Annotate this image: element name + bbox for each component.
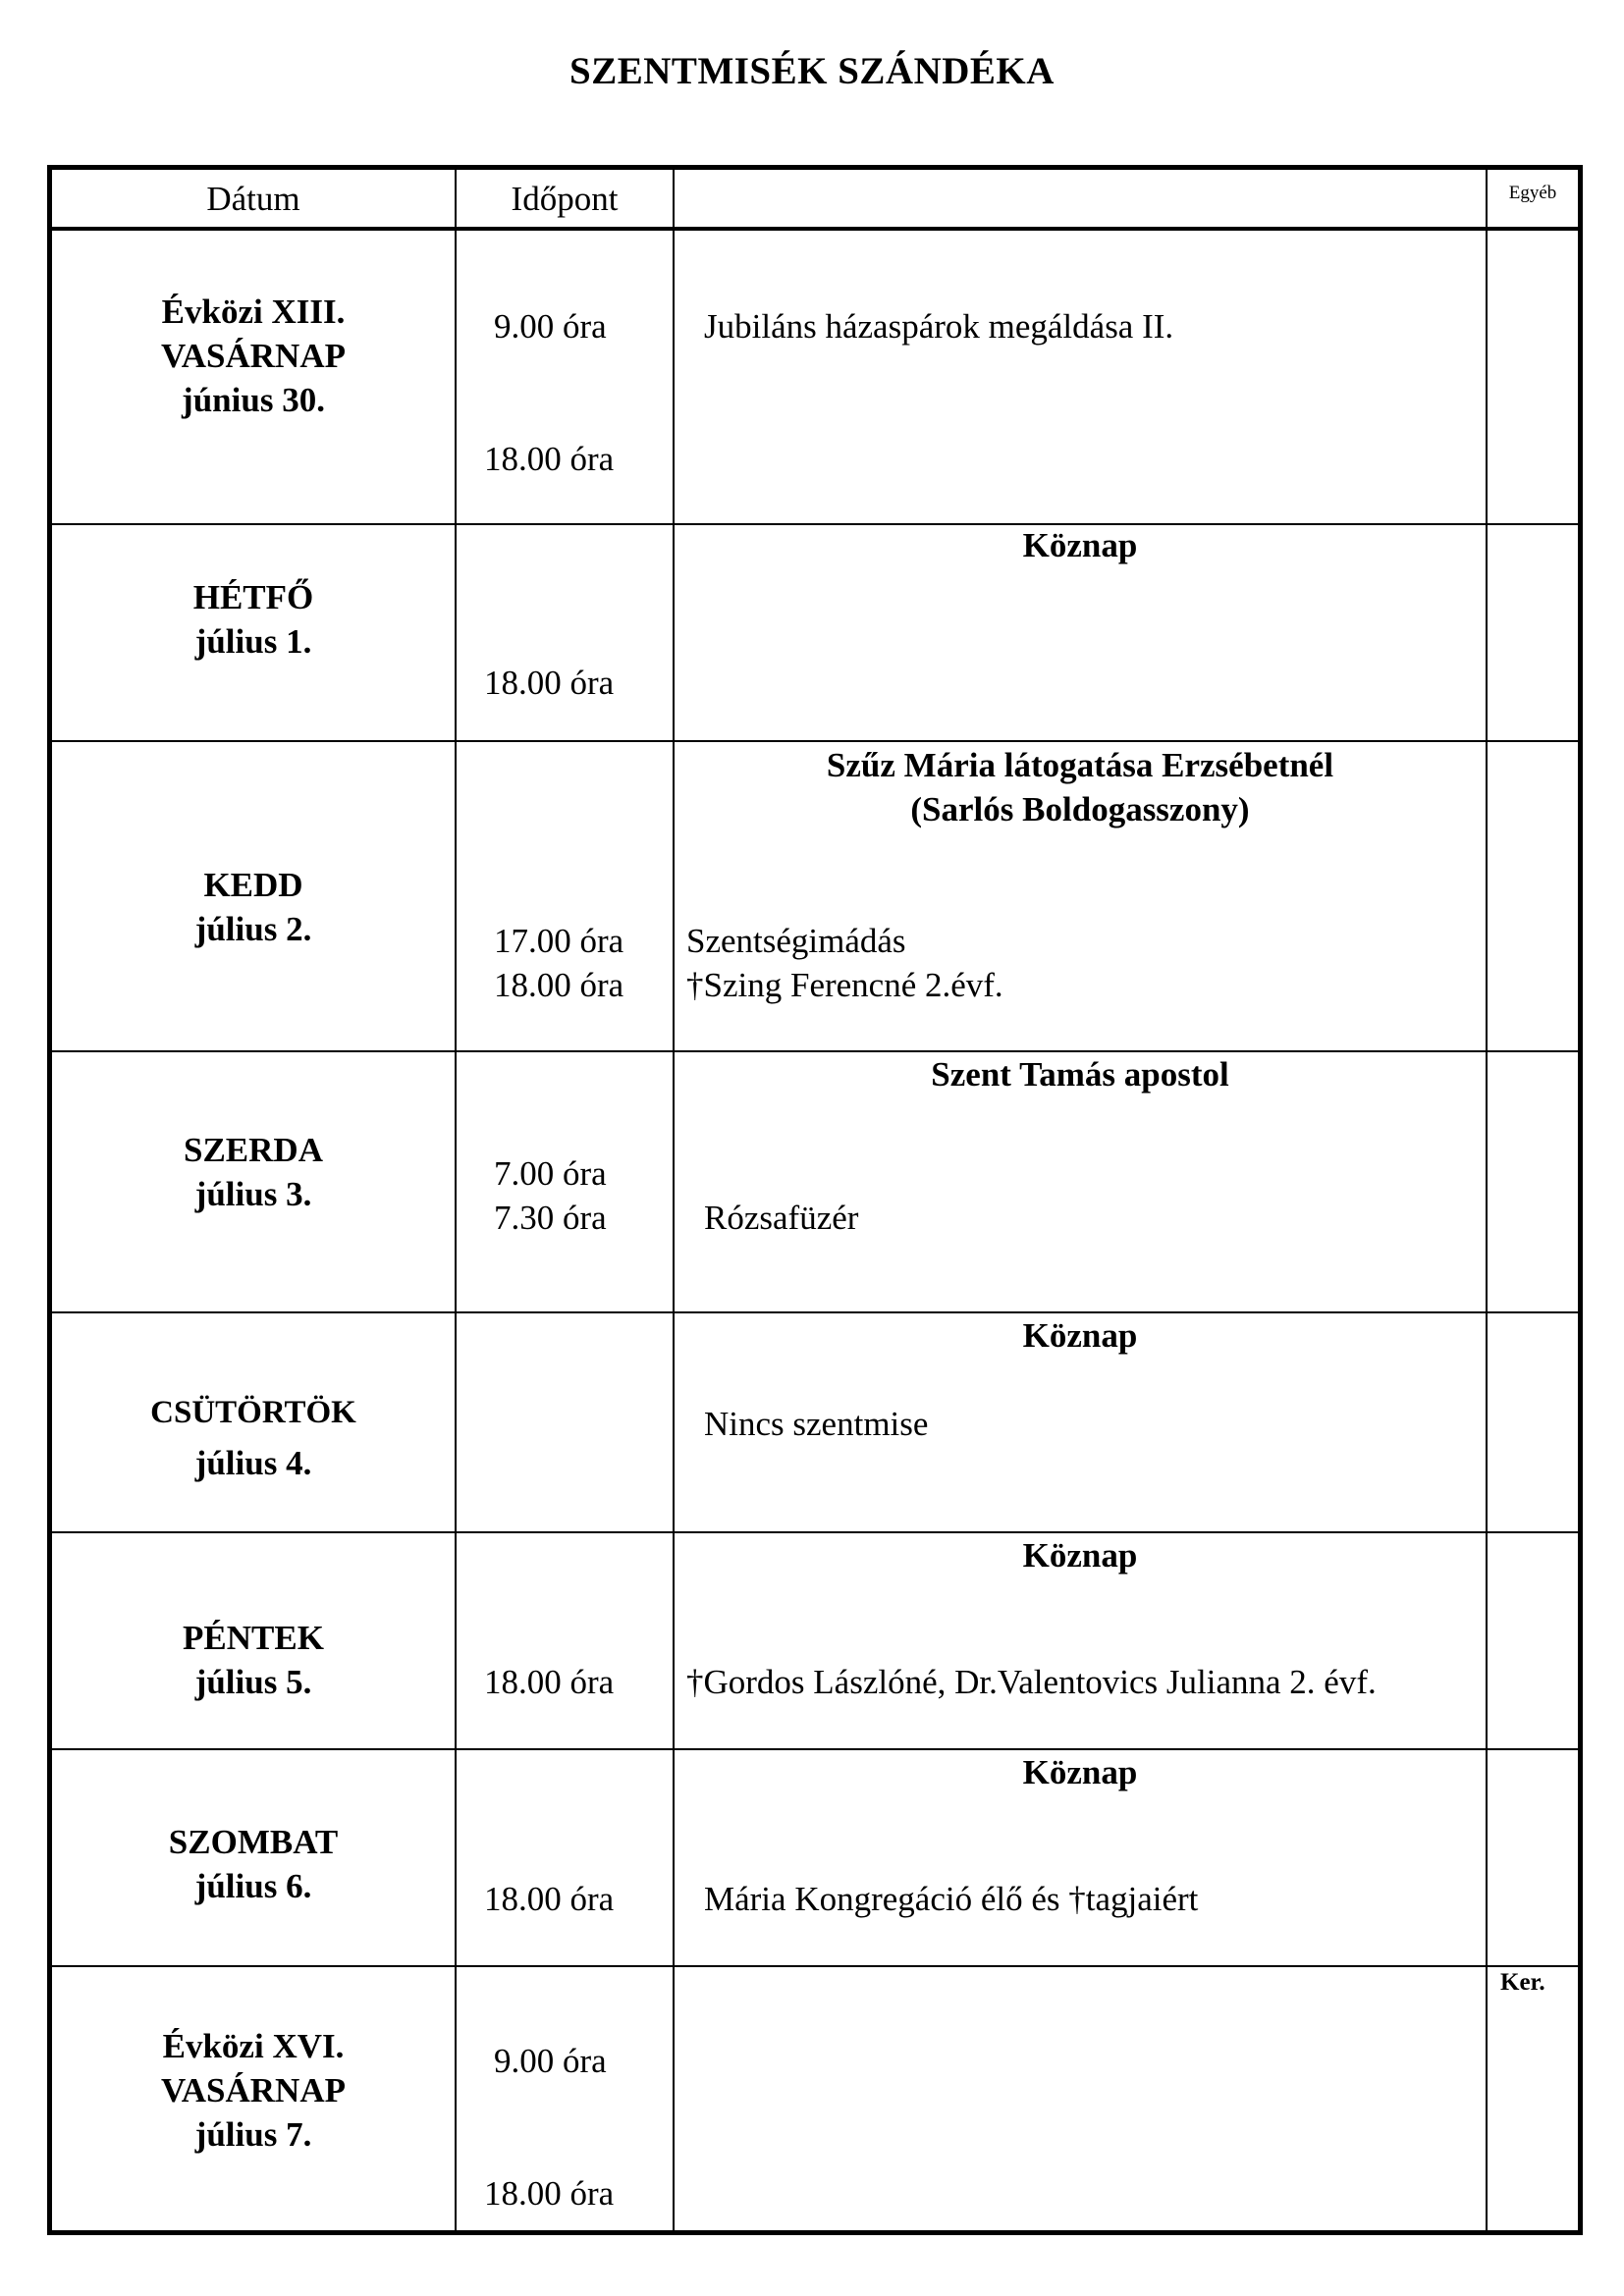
row-divider	[52, 1531, 1578, 1533]
other-note: Ker.	[1500, 1969, 1545, 1996]
date-cell: HÉTFŐ július 1.	[192, 578, 314, 661]
row-divider	[52, 1748, 1578, 1750]
feast-title: Köznap	[1022, 526, 1138, 564]
mass-intentions-table	[47, 165, 1583, 2235]
intention-text: †Szing Ferencné 2.évf.	[686, 966, 1003, 1004]
time-cell: 18.00 óra	[484, 1663, 615, 1701]
time-cell: 18.00 óra	[484, 440, 615, 478]
time-cell: 18.00 óra	[484, 664, 615, 702]
time-cell: 18.00 óra	[484, 2174, 615, 2213]
header-date: Dátum	[206, 180, 300, 218]
feast-title: Szűz Mária látogatása Erzsébetnél (Sarlós Boldogasszony)	[826, 746, 1334, 828]
header-other: Egyéb	[1508, 183, 1557, 203]
feast-title: Köznap	[1022, 1753, 1138, 1791]
header-divider	[52, 227, 1578, 231]
time-cell: 18.00 óra	[484, 1880, 615, 1918]
date-cell: PÉNTEK július 5.	[183, 1619, 324, 1701]
intention-text: Szentségimádás	[686, 922, 906, 960]
row-divider	[52, 523, 1578, 525]
time-cell: 17.00 óra	[494, 922, 624, 960]
feast-title: Szent Tamás apostol	[931, 1055, 1229, 1094]
intention-text: Jubiláns házaspárok megáldása II.	[704, 307, 1174, 346]
column-divider	[455, 170, 457, 2230]
date-cell: Évközi XIII. VASÁRNAP június 30.	[161, 293, 346, 419]
header-intention	[675, 170, 1486, 229]
date-cell: KEDD július 2.	[194, 866, 312, 948]
column-divider	[673, 170, 675, 2230]
time-cell: 7.30 óra	[494, 1199, 607, 1237]
feast-title: Köznap	[1022, 1316, 1138, 1355]
time-cell: 9.00 óra	[494, 307, 607, 346]
row-divider	[52, 1050, 1578, 1052]
date-cell: SZOMBAT július 6.	[168, 1823, 339, 1905]
intention-text: Mária Kongregáció élő és †tagjaiért	[704, 1880, 1199, 1918]
column-divider	[1486, 170, 1488, 2230]
date-cell: SZERDA július 3.	[184, 1131, 323, 1213]
row-divider	[52, 740, 1578, 742]
intention-text: Rózsafüzér	[704, 1199, 859, 1237]
feast-title: Köznap	[1022, 1536, 1138, 1575]
date-cell: Évközi XVI. VASÁRNAP július 7.	[161, 2027, 346, 2154]
page-title: SZENTMISÉK SZÁNDÉKA	[569, 50, 1055, 92]
time-cell: 9.00 óra	[494, 2042, 607, 2080]
header-time: Időpont	[511, 180, 619, 218]
intention-text: †Gordos Lászlóné, Dr.Valentovics Julianna 2. évf.	[686, 1663, 1377, 1701]
time-cell: 18.00 óra	[494, 966, 624, 1004]
row-divider	[52, 1311, 1578, 1313]
row-divider	[52, 1965, 1578, 1967]
date-cell: CSÜTÖRTÖK július 4.	[150, 1395, 356, 1482]
time-cell: 7.00 óra	[494, 1154, 607, 1193]
intention-text: Nincs szentmise	[704, 1405, 929, 1443]
